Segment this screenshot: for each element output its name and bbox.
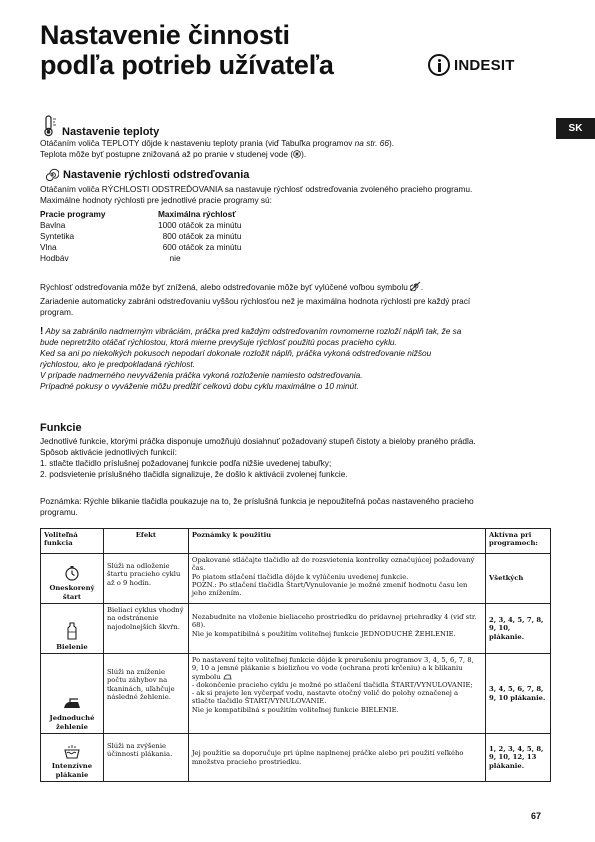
spin-program: Hodbáv	[40, 253, 69, 263]
function-programs: Všetkých	[486, 554, 551, 604]
functions-line-4: 2. podsvietenie príslušného tlačidla signalizuje, že došlo k aktivácii zvolenej funkcie.	[40, 469, 348, 479]
spin-table-row	[40, 220, 241, 231]
note-line: Nezabudnite na vloženie bieliaceho prostriedku do prídavnej priehradky 4 (viď str. 68).	[191, 613, 477, 630]
note-line	[192, 656, 482, 681]
note-line: - ak si prajete len vyčerpať vodu, nastavte otočný volič do polohy označenej a stlačte tlačidlo ŠTART/VYNULOVANIE.	[191, 689, 459, 706]
spin-para-1	[40, 281, 470, 293]
note-line: - dokončenie pracieho cyklu je možné po stlačení tlačidla ŠTART/VYNULOVANIE;	[191, 680, 473, 689]
table-row	[41, 654, 551, 734]
functions-table	[40, 528, 551, 782]
delay-timer-icon	[64, 565, 80, 581]
language-tab: SK	[556, 118, 595, 139]
table-row	[41, 734, 551, 782]
temp-line2a: Teplota môže byť postupne znižovaná až po pranie v studenej vode (	[40, 149, 294, 159]
function-bleach	[41, 604, 104, 654]
table-header-row	[41, 529, 551, 554]
warning-line-5: V prípade nadmerného nevyváženia práčka vykoná rozloženie namiesto odstreďovania.	[40, 370, 363, 380]
rinse-basin-icon	[63, 745, 81, 759]
spin-spiral-icon	[45, 168, 59, 182]
function-name: Oneskorený štart	[49, 584, 95, 601]
spin-table-row	[40, 253, 241, 264]
spin-line-1: Otáčaním voliča RÝCHLOSTI ODSTREĎOVANIA sa nastavuje rýchlosť odstreďovania zvoleného pracieho programu.	[40, 184, 473, 194]
function-effect: Slúži na odloženie štartu pracieho cyklu až o 9 hodín.	[103, 554, 188, 604]
col-effect: Efekt	[103, 529, 188, 554]
functions-note-2: programu.	[40, 507, 78, 517]
warning-l1: Aby sa zabránilo nadmerným vibráciám, práčka pred každým odstreďovaním rovnomerne rozloží náplň tak, že sa	[43, 326, 462, 336]
note-line: POZN.: Po stlačení tlačidla Štart/Vynulovanie je možné zmeniť hodnotu času len jeho znížením.	[191, 580, 468, 598]
spin-para-1a: Rýchlosť odstreďovania môže byť znížená, alebo odstreďovanie môže byť vylúčené voľbou symbolu	[40, 282, 408, 292]
function-notes	[188, 554, 485, 604]
title-line-2: podľa potrieb užívateľa	[40, 50, 334, 80]
thermometer-icon	[42, 115, 58, 137]
warning-line-4: rýchlostou, ako je predpokladaná rýchlost.	[40, 359, 195, 369]
table-row	[41, 554, 551, 604]
function-notes	[188, 654, 485, 734]
brand-name: INDESIT	[454, 56, 515, 74]
function-effect: Slúži na zvýšenie účinnosti plákania.	[103, 734, 188, 782]
spin-speed-table	[40, 209, 241, 264]
functions-note	[40, 496, 474, 518]
iron-symbol-icon	[223, 673, 232, 680]
brand-logo	[428, 54, 515, 76]
temp-line2b: ).	[301, 149, 307, 159]
function-programs: 1, 2, 3, 4, 5, 8, 9, 10, 12, 13 plákanie.	[486, 734, 551, 782]
functions-line-3: 1. stlačte tlačidlo príslušnej požadovanej funkcie podľa nižšie uvedenej tabuľky;	[40, 458, 332, 468]
function-name: Bielenie	[56, 642, 88, 651]
col-programs: Aktívna pri programoch:	[486, 529, 551, 554]
page-number: 67	[531, 811, 542, 821]
function-intensive-rinse	[41, 734, 104, 782]
warning-mark: !	[40, 326, 44, 337]
title-line-1: Nastavenie činnosti	[40, 20, 290, 50]
spin-para-1b: .	[420, 282, 424, 292]
warning-line-3: Ked sa ani po niekolkých pokusoch nepodarí dokonale rozložit náplň, práčka vykoná odstreďovanie nižšou	[40, 348, 432, 358]
temperature-line-2	[40, 149, 394, 160]
spin-heading	[45, 168, 249, 182]
warning-line-6: Prípadné pokusy o vyváženie môžu predĺžiť celkovú dobu cyklu maximálne o 10 minút.	[40, 381, 359, 391]
spin-line-2: Maximálne hodnoty rýchlosti pre jednotlivé pracie programy sú:	[40, 195, 272, 205]
temperature-heading	[42, 114, 159, 138]
functions-note-1: Poznámka: Rýchle blikanie tlačidla poukazuje na to, že príslušná funkcia je nepoužiteľná počas nastaveného pracieho	[40, 496, 474, 506]
spin-col-speed: Maximálna rýchlosť	[158, 209, 237, 219]
note-line: Nie je kompatibilná s použitím voliteľnej funkcie JEDNODUCHÉ ŽEHLENIE.	[191, 629, 456, 638]
temperature-text	[40, 138, 394, 160]
spin-program: Bavlna	[40, 220, 66, 230]
note-line: Po piatom stlačení tlačidla dôjde k vylúčeniu uvedenej funkcie.	[191, 572, 409, 581]
note-line: Nie je kompatibilná s použitím voliteľnej funkcie BIELENIE.	[191, 705, 399, 714]
functions-intro	[40, 436, 476, 480]
spin-speed: 600 otáčok za minútu	[158, 242, 242, 252]
col-function: Voliteľná funkcia	[41, 529, 104, 554]
note-text: Po nastavení tejto voliteľnej funkcie dôjde k prerušeniu programov 3, 4, 5, 6, 7, 8, 9, 10 a jemné plákanie s bielizňou vo vode (ochrana proti krčeniu) a k blikaniu symbolu	[191, 656, 474, 681]
spin-heading-text: Nastavenie rýchlosti odstreďovania	[63, 169, 250, 181]
function-delay-start	[41, 554, 104, 604]
functions-line-2: Spôsob aktivácie jednotlivých funkcií:	[40, 447, 177, 457]
function-notes	[188, 734, 485, 782]
function-programs: 3, 4, 5, 6, 7, 8, 9, 10 plákanie.	[486, 654, 551, 734]
spin-table-header	[40, 209, 241, 220]
function-name: Intenzívne plákanie	[51, 762, 93, 779]
spin-speed: 800 otáčok za minútu	[158, 231, 242, 241]
spin-col-program: Pracie programy	[40, 209, 106, 219]
function-notes	[188, 604, 485, 654]
no-spin-icon	[410, 281, 424, 292]
spin-para-2: Zariadenie automaticky zabráni odstreďovaniu vyššou rýchlosťou než je maximálna hodnota rýchlosti pre každý prací	[40, 296, 471, 306]
temp-page-ref: na str. 66	[354, 138, 389, 148]
cold-water-icon	[293, 150, 301, 158]
iron-icon	[62, 697, 82, 711]
warning-line-1	[40, 326, 461, 337]
spin-intro	[40, 184, 472, 206]
spin-table-row	[40, 231, 241, 242]
indesit-logo-icon	[428, 54, 450, 76]
function-effect: Bieliaci cyklus vhodný na odstránenie najodolnejších škvŕn.	[103, 604, 188, 654]
spin-speed: nie	[158, 253, 181, 263]
warning-line-2: bude nepretržito otáčať rýchlostou, ktorá mierne prevyšuje rýchlosť použitú pocas pracieho cyklu.	[40, 337, 397, 347]
page-title	[40, 20, 334, 80]
function-effect: Slúži na zníženie počtu záhybov na tkaninách, uľahčuje následné žehlenie.	[103, 654, 188, 734]
functions-heading: Funkcie	[40, 422, 82, 434]
function-programs: 2, 3, 4, 5, 7, 8, 9, 10, plákanie.	[486, 604, 551, 654]
warning-block	[40, 326, 461, 392]
col-notes: Poznámky k použitiu	[188, 529, 485, 554]
note-line: Jej použitie sa doporučuje pri úplne naplnenej práčke alebo pri použití veľkého množstva pracieho prostriedku.	[191, 749, 464, 766]
spin-program: Vlna	[40, 242, 57, 252]
note-line: Opakované stláčajte tlačidlo až do rozsvietenia kontrolky označujúcej požadovaný čas.	[191, 556, 475, 573]
temp-line1c: ).	[388, 138, 395, 148]
temperature-heading-text: Nastavenie teploty	[62, 126, 160, 138]
functions-line-1: Jednotlivé funkcie, ktorými práčka disponuje umožňujú dosiahnuť požadovaný stupeň čistoty a bieloby praného prádla.	[40, 436, 476, 446]
spin-program: Syntetika	[40, 231, 75, 241]
spin-speed: 1000 otáčok za minútu	[158, 220, 242, 230]
temp-line1a: Otáčaním voliča TEPLOTY dôjde k nastaveniu teploty prania (viď Tabuľka programov	[40, 138, 355, 148]
function-easy-iron	[41, 654, 104, 734]
spin-table-row	[40, 242, 241, 253]
spin-para-3: program.	[40, 307, 74, 317]
table-row	[41, 604, 551, 654]
function-name: Jednoduché žehlenie	[49, 714, 95, 731]
bleach-bottle-icon	[65, 622, 79, 640]
temperature-line-1	[40, 138, 394, 149]
spin-paragraph	[40, 281, 470, 318]
